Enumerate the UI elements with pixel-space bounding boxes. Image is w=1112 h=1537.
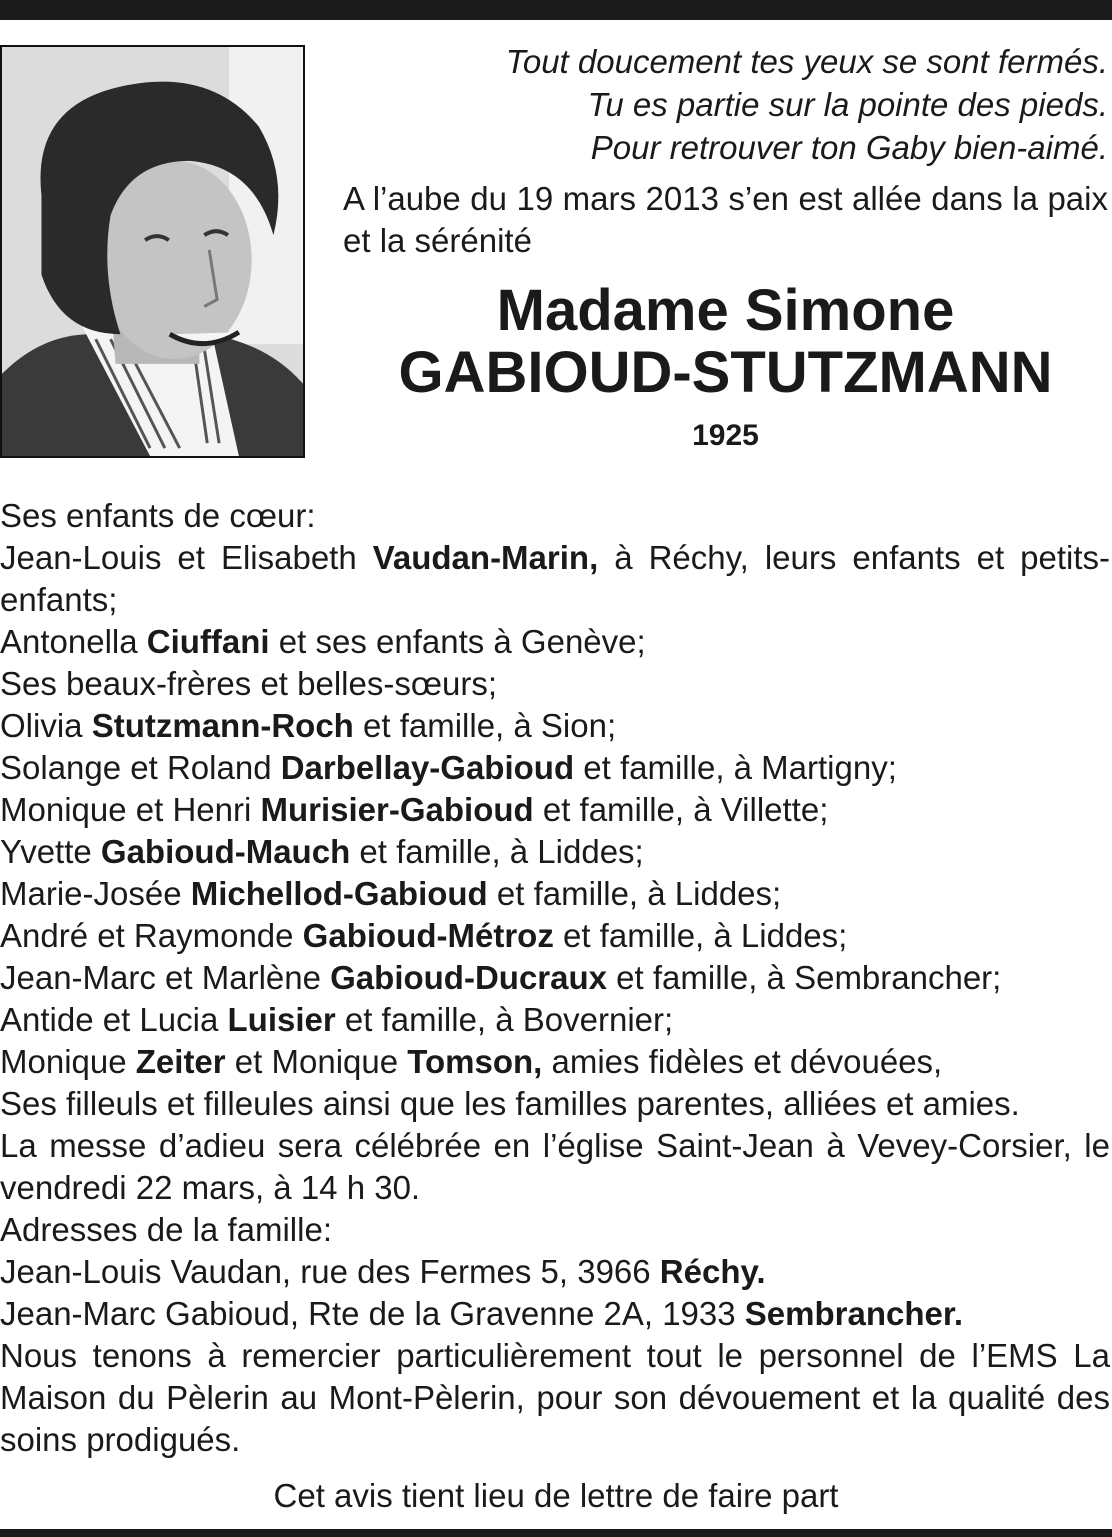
family-line: Antonella Ciuffani et ses enfants à Genève;: [0, 623, 646, 660]
family-line: André et Raymonde Gabioud-Métroz et famille, à Liddes;: [0, 917, 848, 954]
birth-year: 1925: [692, 419, 759, 452]
name-block: [343, 278, 1108, 453]
family-line: Jean-Marc et Marlène Gabioud-Ducraux et famille, à Sembrancher;: [0, 959, 1002, 996]
thanks-text: Nous tenons à remercier particulièrement tout le personnel de l’EMS La Maison du Pèlerin au Mont-Pèlerin, pour son dévouement et la qualité des soins prodigués.: [0, 1337, 1110, 1458]
top-rule: [0, 0, 1112, 20]
portrait-photo: [0, 45, 305, 458]
name-title: Madame Simone: [496, 278, 955, 343]
family-line: Ses beaux-frères et belles-sœurs;: [0, 665, 498, 702]
poem-line: Tu es partie sur la pointe des pieds.: [587, 86, 1108, 123]
family-line: Jean-Louis et Elisabeth Vaudan-Marin, à Réchy, leurs enfants et petits-enfants;: [0, 539, 1110, 618]
family-line: Antide et Lucia Luisier et famille, à Bovernier;: [0, 1001, 674, 1038]
family-line: Monique et Henri Murisier-Gabioud et famille, à Villette;: [0, 791, 829, 828]
bottom-rule: [0, 1529, 1112, 1537]
family-line: Marie-Josée Michellod-Gabioud et famille, à Liddes;: [0, 875, 782, 912]
family-line: Monique Zeiter et Monique Tomson, amies fidèles et dévouées,: [0, 1043, 943, 1080]
poem-line: Pour retrouver ton Gaby bien-aimé.: [590, 129, 1108, 166]
funeral-mass: La messe d’adieu sera célébrée en l’église Saint-Jean à Vevey-Corsier, le vendredi 22 mars, à 14 h 30.: [0, 1127, 1110, 1206]
name-surname: GABIOUD-STUTZMANN: [398, 340, 1053, 405]
family-line: Ses filleuls et filleules ainsi que les familles parentes, alliées et amies.: [0, 1085, 1020, 1122]
addresses-heading: Adresses de la famille:: [0, 1211, 332, 1248]
family-line: Solange et Roland Darbellay-Gabioud et famille, à Martigny;: [0, 749, 897, 786]
poem: [368, 40, 1108, 169]
family-line: Yvette Gabioud-Mauch et famille, à Liddes;: [0, 833, 644, 870]
address-line: Jean-Louis Vaudan, rue des Fermes 5, 3966 Réchy.: [0, 1253, 766, 1290]
footer-note: Cet avis tient lieu de lettre de faire part: [273, 1477, 839, 1514]
family-line: Olivia Stutzmann-Roch et famille, à Sion;: [0, 707, 617, 744]
intro-text: A l’aube du 19 mars 2013 s’en est allée dans la paix et la sérénité: [343, 180, 1108, 259]
portrait-image: [2, 47, 303, 456]
family-heading: Ses enfants de cœur:: [0, 497, 316, 534]
poem-line: Tout doucement tes yeux se sont fermés.: [505, 43, 1108, 80]
address-line: Jean-Marc Gabioud, Rte de la Gravenne 2A, 1933 Sembrancher.: [0, 1295, 964, 1332]
notice-body: [0, 495, 1110, 1461]
